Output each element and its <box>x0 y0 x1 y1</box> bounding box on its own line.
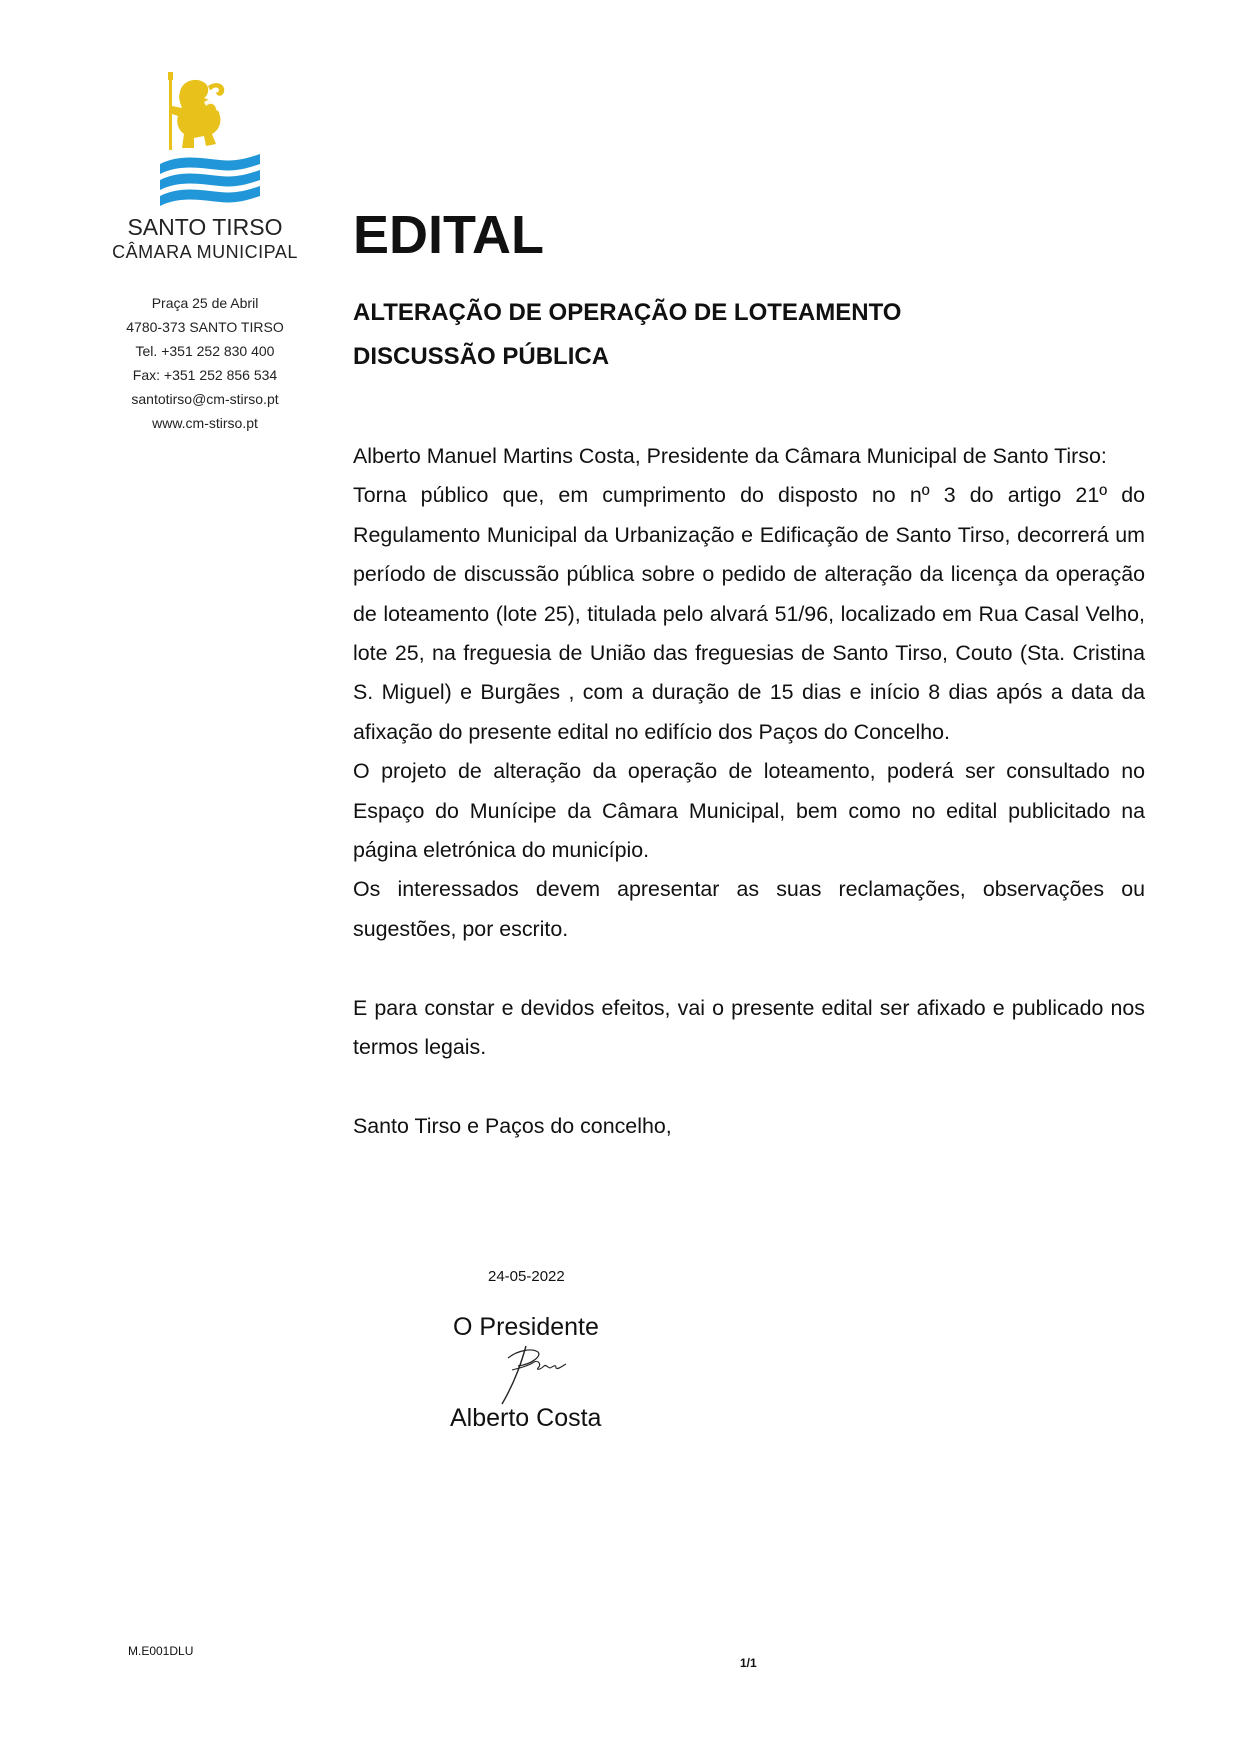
document-subtitle <box>353 291 901 379</box>
organization-name <box>110 214 300 264</box>
contact-website: www.cm-stirso.pt <box>152 415 258 431</box>
closing-paragraph: E para constar e devidos efeitos, vai o presente edital ser afixado e publicado nos termos legais. <box>353 995 1145 1060</box>
document-title: EDITAL <box>353 205 544 265</box>
handwritten-signature <box>488 1340 578 1408</box>
document-date: 24-05-2022 <box>488 1268 565 1285</box>
contact-fax: Fax: +351 252 856 534 <box>132 367 278 383</box>
signatory-title: O Presidente <box>453 1313 599 1341</box>
contact-postal-code: 4780-373 SANTO TIRSO <box>126 319 284 335</box>
announcement-paragraph: Torna público que, em cumprimento do disposto no nº 3 do artigo 21º do Regulamento Municipal da Urbanização e Edificação de Santo Tirso, decorrerá um período de discussão pública sobre o pedido de alteração da licença da operação de loteamento (lote 25), titulada pelo alvará 51/96, localizado em Rua Casal Velho, lote 25, na freguesia de União das freguesias de Santo Tirso, Couto (Sta. Cristina S. Miguel) e Burgães , com a duração de 15 dias e início 8 dias após a data da afixação do presente edital no edifício dos Paços do Concelho. <box>353 483 1145 744</box>
document-body <box>353 437 1145 1146</box>
waves-emblem <box>160 154 260 206</box>
page-number: 1/1 <box>740 1656 757 1670</box>
santo-tirso-logo <box>160 72 260 222</box>
org-name-line2: CÂMARA MUNICIPAL <box>112 242 298 262</box>
intro-paragraph: Alberto Manuel Martins Costa, Presidente da Câmara Municipal de Santo Tirso: <box>353 444 1107 468</box>
org-name-line1: SANTO TIRSO <box>127 214 283 240</box>
form-code: M.E001DLU <box>128 1644 194 1658</box>
lion-emblem <box>168 72 224 150</box>
signatory-name: Alberto Costa <box>450 1404 602 1432</box>
place-line: Santo Tirso e Paços do concelho, <box>353 1113 672 1138</box>
subtitle-line1: ALTERAÇÃO DE OPERAÇÃO DE LOTEAMENTO <box>353 299 902 326</box>
contact-phone: Tel. +351 252 830 400 <box>135 343 275 359</box>
contact-address: Praça 25 de Abril <box>151 295 259 311</box>
consultation-paragraph: O projeto de alteração da operação de loteamento, poderá ser consultado no Espaço do Munícipe da Câmara Municipal, bem como no edital publicitado na página eletrónica do município. <box>353 759 1145 863</box>
paragraph-spacer <box>353 949 1145 988</box>
submissions-paragraph: Os interessados devem apresentar as suas reclamações, observações ou sugestões, por escrito. <box>353 877 1145 941</box>
paragraph-spacer <box>353 1067 1145 1106</box>
contact-block <box>110 291 300 435</box>
subtitle-line2: DISCUSSÃO PÚBLICA <box>353 343 610 370</box>
contact-email: santotirso@cm-stirso.pt <box>131 391 279 407</box>
